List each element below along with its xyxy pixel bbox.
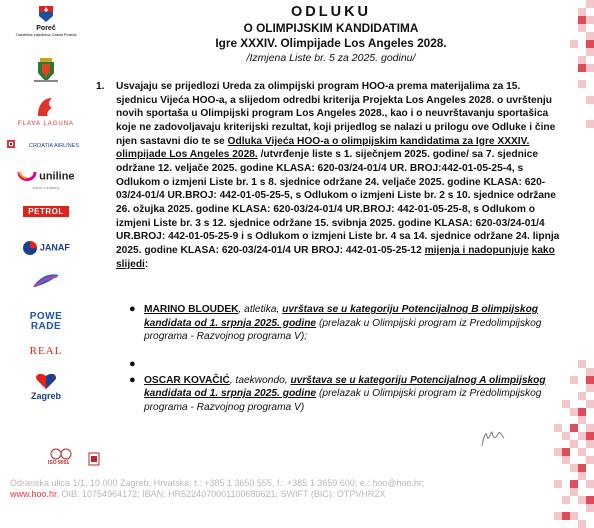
feather-icon bbox=[31, 271, 61, 291]
porec-logo bbox=[0, 6, 92, 37]
list-item bbox=[126, 374, 556, 415]
athlete-verb: uvrštava se u kategoriju bbox=[290, 374, 410, 386]
uniline-name: uniline bbox=[39, 170, 75, 183]
athlete-sport: , atletika, bbox=[238, 304, 283, 315]
uniline-caption: travel company bbox=[32, 185, 60, 190]
iso-label: ISO 9001 bbox=[48, 460, 70, 466]
real-icon bbox=[0, 345, 92, 357]
real-logo bbox=[0, 345, 92, 357]
footer-address: Odranska ulica 1/1, 10 000 Zagreb, Hrvatska; t.: +385 1 3650 555, f.: +385 1 3659 600; e.: hoo@hoo.hr; bbox=[10, 478, 425, 488]
athlete-note: (prelazak u Olimpijski program iz Predolimpijskog programa - Razvojnog programa V) bbox=[144, 388, 542, 413]
powerade-icon bbox=[26, 312, 66, 332]
paragraph-referenced-decision: Odluka Vijeća HOO-a o olimpijskim kandidatima za Igre XXXIV. olimpijade Los Angeles 2028. bbox=[116, 135, 530, 161]
porec-caption: Turistička zajednica Grada Poreča bbox=[15, 32, 77, 37]
paragraph-text-g: : bbox=[144, 258, 149, 270]
powerade-name: POWERADE bbox=[29, 311, 63, 332]
zagreb-logo bbox=[0, 372, 92, 400]
athlete-name: MARINO BLOUDEK bbox=[144, 304, 239, 315]
athlete-list bbox=[126, 303, 556, 414]
athlete-name: OSCAR KOVAČIĆ bbox=[144, 374, 230, 386]
paragraph-text-a: Usvajaju se prijedlozi Ureda za olimpijski program HOO-a prema materijalima za 15. sjednicu Vijeća HOO-a, a slijedom odredbi kriterija Projekta Los Angeles 2028. o uvrštenju novih sportaša u Olimpijski program Los Angeles 2028., kao i o neuvrštavanju sportašica koje ne zadovoljavaju kriterijski rezultat, koji prijedlog se nalazi u prilogu ove Odluke i čine njen sastavni dio te se bbox=[116, 81, 556, 147]
athlete-category: Potencijalnog A olimpijskog kandidata od 1. srpnja 2025. godine bbox=[144, 374, 546, 399]
title-odluku: ODLUKU bbox=[290, 4, 372, 20]
crest-logo bbox=[0, 58, 92, 87]
paragraph-amends: mijenja i nadopunjuje bbox=[424, 244, 529, 256]
athlete-sport: , taekwondo, bbox=[229, 374, 291, 386]
paragraph-number: 1. bbox=[96, 81, 105, 92]
title-subject: O OLIMPIJSKIM KANDIDATIMA bbox=[243, 21, 419, 35]
athlete-category: Potencijalnog B olimpijskog kandidata od 1. srpnja 2025. godine bbox=[144, 304, 539, 329]
porec-crest-icon bbox=[36, 6, 56, 22]
athlete-verb: uvrštava se u kategoriju bbox=[282, 304, 402, 315]
title-games: Igre XXXIV. Olimpijade Los Angeles 2028. bbox=[215, 36, 447, 50]
footer-website-link[interactable]: www.hoo.hr bbox=[10, 489, 57, 499]
bullet-icon: ● bbox=[129, 373, 136, 386]
janaf-icon bbox=[22, 240, 38, 256]
real-name: REAL bbox=[29, 345, 63, 357]
footer-line2 bbox=[10, 489, 570, 500]
list-item bbox=[126, 358, 556, 371]
decision-paragraph bbox=[96, 80, 560, 271]
signature-icon bbox=[478, 426, 518, 450]
bullet-icon: ● bbox=[129, 357, 136, 370]
document-title bbox=[96, 4, 566, 65]
airline-name: CROATIA AIRLINES bbox=[28, 143, 80, 149]
powerade-logo bbox=[0, 312, 92, 332]
crest-icon bbox=[34, 58, 58, 84]
laguna-logo bbox=[0, 96, 92, 128]
petrol-logo bbox=[0, 206, 92, 217]
paragraph-as-follows: kako slijedi bbox=[116, 244, 555, 270]
airline-logo bbox=[0, 139, 92, 159]
sponsor-sidebar bbox=[0, 0, 92, 470]
page-footer bbox=[10, 478, 570, 500]
laguna-icon bbox=[34, 96, 58, 118]
janaf-logo bbox=[0, 240, 92, 256]
laguna-name: FLAVA LAGUNA bbox=[17, 121, 75, 127]
feather-logo bbox=[0, 271, 92, 294]
zagreb-heart-icon bbox=[35, 372, 57, 390]
paragraph-text bbox=[116, 80, 560, 271]
porec-name: Poreč bbox=[36, 25, 56, 32]
uniline-icon bbox=[17, 170, 37, 184]
uniline-logo bbox=[0, 170, 92, 191]
list-item bbox=[126, 303, 556, 344]
petrol-name: PETROL bbox=[28, 207, 64, 216]
janaf-name: JANAF bbox=[39, 242, 70, 253]
quality-seal-icon bbox=[88, 452, 100, 466]
bullet-icon: ● bbox=[129, 303, 136, 315]
footer-ids: , OIB: 10754964172; IBAN: HR5224070001100680621; SWIFT (BIC): OTPVHR2X bbox=[56, 489, 386, 499]
zagreb-name: Zagreb bbox=[30, 391, 61, 401]
iso-badge-icon bbox=[50, 448, 72, 460]
athlete-note: (prelazak u Olimpijski program iz Predolimpijskog programa - Razvojnog programa V); bbox=[144, 317, 542, 342]
checkered-border bbox=[550, 0, 594, 528]
paragraph-text-c: /utvrđenje liste s 1. siječnjem 2025. godine/ sa 7. sjednice održane 12. veljače 2025. godine KLASA: 620-03/24-01/4 UR. BROJ:442-01-05-25-4, s Odlukom o izmjeni Liste br. 1 s 8. sjednice održane 24. veljače 2025. godine KLASA: 620-03/24-01/4 UR.BROJ: 442-01-05-25-5, s Odlukom o izmjeni Liste br. 2 s 10. sjednice održane 26. ožujka 2025. godine KLASA: 620-03/24-01/4 UR.BROJ: 442-01-05-25-8, s Odlukom o izmjeni Liste br. 3 s 12. sjednice održane 15. svibnja 2025. godine KLASA: 620-03/24-01/4 UR.BROJ: 442-01-05-25-9 i s Odlukom o izmjeni Liste br. 4 sa 14. sjednice održane 24. lipnja 2025. godine KLASA: 620-03/24-01/4 UR BROJ: 442-01-05-25-12 bbox=[116, 149, 560, 256]
petrol-icon bbox=[23, 206, 68, 217]
title-amendment: /Izmjena Liste br. 5 za 2025. godinu/ bbox=[246, 52, 416, 64]
certification-logos bbox=[48, 448, 118, 472]
